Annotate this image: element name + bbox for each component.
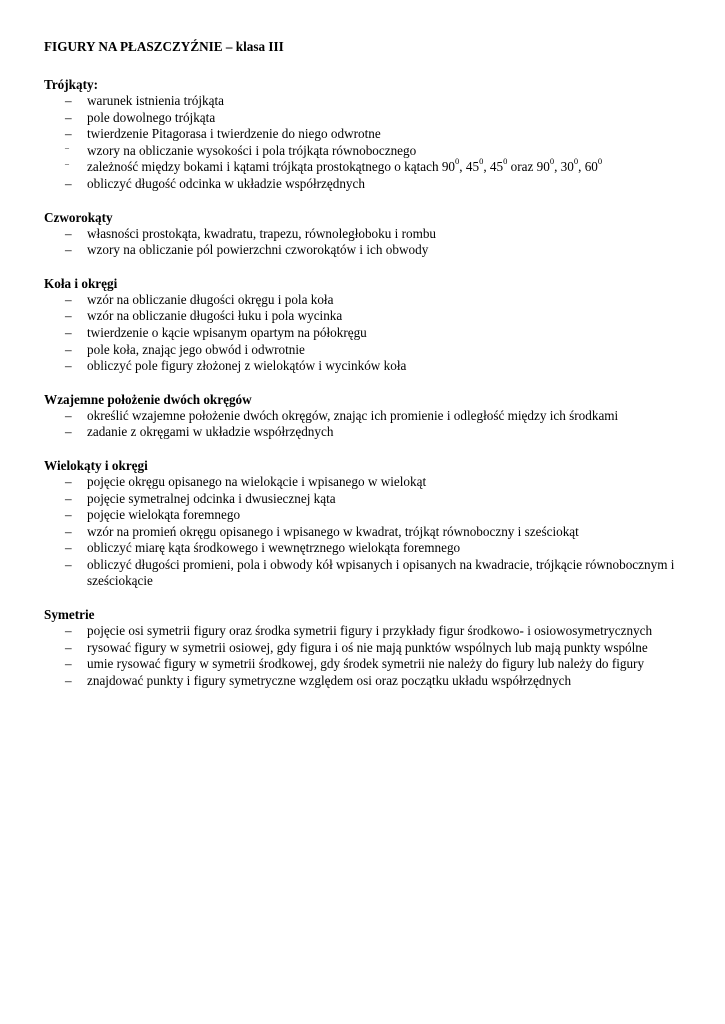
degree-sup: 0 — [597, 155, 603, 166]
list-item — [44, 126, 684, 143]
item-text: własności prostokąta, kwadratu, trapezu, równoległoboku i rombu — [87, 225, 437, 241]
dash-bullet: – — [65, 341, 72, 357]
dash-bullet: – — [65, 407, 72, 423]
degree-sup: 0 — [549, 155, 555, 166]
list-item — [44, 640, 684, 657]
section-trojkaty — [44, 76, 684, 193]
list-item — [44, 408, 684, 425]
section-title: Koła i okręgi — [44, 275, 118, 291]
item-text: wzory na obliczanie pól powierzchni czworokątów i ich obwody — [87, 242, 429, 258]
item-text: wzór na obliczanie długości łuku i pola wycinka — [87, 308, 343, 324]
dash-bullet: – — [65, 540, 72, 556]
dash-bullet: – — [65, 672, 72, 688]
item-list — [44, 93, 684, 193]
dash-bullet: – — [65, 424, 72, 440]
list-item — [44, 325, 684, 342]
item-text: zadanie z okręgami w układzie współrzędnych — [87, 424, 334, 440]
list-item — [44, 557, 684, 590]
item-text: twierdzenie o kącie wpisanym opartym na półokręgu — [87, 324, 367, 340]
item-text: pojęcie symetralnej odcinka i dwusiecznej kąta — [87, 490, 336, 506]
dash-bullet: – — [65, 623, 72, 639]
item-text-part: , 45 — [459, 159, 480, 175]
dash-bullet: – — [65, 159, 69, 169]
list-item — [44, 656, 684, 673]
item-text: obliczyć pole figury złożonej z wielokątów i wycinków koła — [87, 358, 407, 374]
dash-bullet: – — [65, 93, 72, 108]
list-item — [44, 474, 684, 491]
list-item-angles — [44, 155, 684, 176]
dash-bullet: – — [65, 109, 72, 125]
section-kola-i-okregi — [44, 275, 684, 375]
list-item — [44, 540, 684, 557]
dash-bullet: – — [65, 242, 72, 258]
degree-sup: 0 — [455, 155, 460, 166]
item-text: znajdować punkty i figury symetryczne względem osi oraz początku układu współrzędnych — [87, 672, 572, 688]
item-text: twierdzenie Pitagorasa i twierdzenie do niego odwrotne — [87, 126, 381, 142]
list-item — [44, 93, 684, 110]
document-page — [44, 38, 684, 705]
item-list — [44, 623, 684, 689]
dash-bullet: – — [65, 490, 72, 506]
dash-bullet: – — [65, 639, 72, 655]
list-item — [44, 342, 684, 359]
list-item — [44, 623, 684, 640]
item-text: wzory na obliczanie wysokości i pola trójkąta równobocznego — [87, 142, 417, 158]
dash-bullet: – — [65, 556, 72, 572]
item-text: pole dowolnego trójkąta — [87, 109, 216, 125]
dash-bullet: – — [65, 656, 72, 672]
dash-bullet: – — [65, 324, 72, 340]
dash-bullet: – — [65, 225, 72, 241]
item-text: rysować figury w symetrii osiowej, gdy figura i oś nie mają punktów wspólnych lub mają punkty wspólne — [87, 639, 648, 655]
list-item — [44, 143, 684, 160]
item-text: określić wzajemne położenie dwóch okręgów, znając ich promienie i odległość między ich środkami — [87, 407, 619, 423]
section-wzajemne-polozenie — [44, 391, 684, 441]
degree-sup: 0 — [573, 155, 579, 166]
item-text: warunek istnienia trójkąta — [87, 93, 224, 108]
item-text-part: zależność między bokami i kątami trójkąta prostokątnego o kątach 90 — [87, 159, 456, 175]
degree-sup: 0 — [479, 155, 484, 166]
section-title: Wielokąty i okręgi — [44, 457, 148, 473]
section-title: Czworokąty — [44, 209, 113, 225]
item-text: obliczyć długości promieni, pola i obwody kół wpisanych i opisanych na kwadracie, trójkącie równobocznym i sześciokącie — [87, 556, 675, 589]
list-item — [44, 308, 684, 325]
dash-bullet: – — [65, 175, 72, 191]
item-list — [44, 226, 684, 259]
section-title: Trójkąty: — [44, 77, 98, 92]
dash-bullet: – — [65, 142, 69, 152]
item-text: wzór na promień okręgu opisanego i wpisanego w kwadrat, trójkąt równoboczny i sześciokąt — [87, 523, 579, 539]
degree-sup: 0 — [503, 155, 508, 166]
document-title: FIGURY NA PŁASZCZYŹNIE – klasa III — [44, 39, 284, 54]
item-text: wzór na obliczanie długości okręgu i pola koła — [87, 291, 334, 307]
dash-bullet: – — [65, 291, 72, 307]
item-text: obliczyć długość odcinka w układzie współrzędnych — [87, 175, 365, 191]
dash-bullet: – — [65, 523, 72, 539]
section-title: Wzajemne położenie dwóch okręgów — [44, 391, 252, 407]
section-wielokaty-i-okregi — [44, 457, 684, 590]
dash-bullet: – — [65, 126, 72, 142]
dash-bullet: – — [65, 358, 72, 374]
item-list — [44, 408, 684, 441]
section-title: Symetrie — [44, 607, 95, 623]
list-item — [44, 176, 684, 193]
list-item — [44, 424, 684, 441]
section-symetrie — [44, 606, 684, 689]
list-item — [44, 491, 684, 508]
item-text: umie rysować figury w symetrii środkowej, gdy środek symetrii nie należy do figury lub należy do figury — [87, 656, 645, 672]
dash-bullet: – — [65, 308, 72, 324]
list-item — [44, 226, 684, 243]
item-text: pojęcie okręgu opisanego na wielokącie i wpisanego w wielokąt — [87, 473, 427, 489]
list-item — [44, 524, 684, 541]
list-item — [44, 292, 684, 309]
item-text: obliczyć miarę kąta środkowego i wewnętrznego wielokąta foremnego — [87, 540, 461, 556]
item-text-part: , 60 — [578, 159, 598, 175]
item-text: pojęcie wielokąta foremnego — [87, 507, 241, 523]
dash-bullet: – — [65, 507, 72, 523]
item-text-part: , 30 — [554, 159, 574, 175]
item-list — [44, 474, 684, 590]
section-czworokaty — [44, 209, 684, 259]
list-item — [44, 110, 684, 127]
list-item — [44, 507, 684, 524]
item-list — [44, 292, 684, 375]
item-text-part: oraz 90 — [507, 159, 550, 175]
item-text-part: , 45 — [483, 159, 504, 175]
list-item — [44, 242, 684, 259]
list-item — [44, 673, 684, 690]
dash-bullet: – — [65, 473, 72, 489]
list-item — [44, 358, 684, 375]
item-text: pojęcie osi symetrii figury oraz środka symetrii figury i przykłady figur środkowo- i osiowosymetrycznych — [87, 623, 653, 639]
item-text: pole koła, znając jego obwód i odwrotnie — [87, 341, 305, 357]
